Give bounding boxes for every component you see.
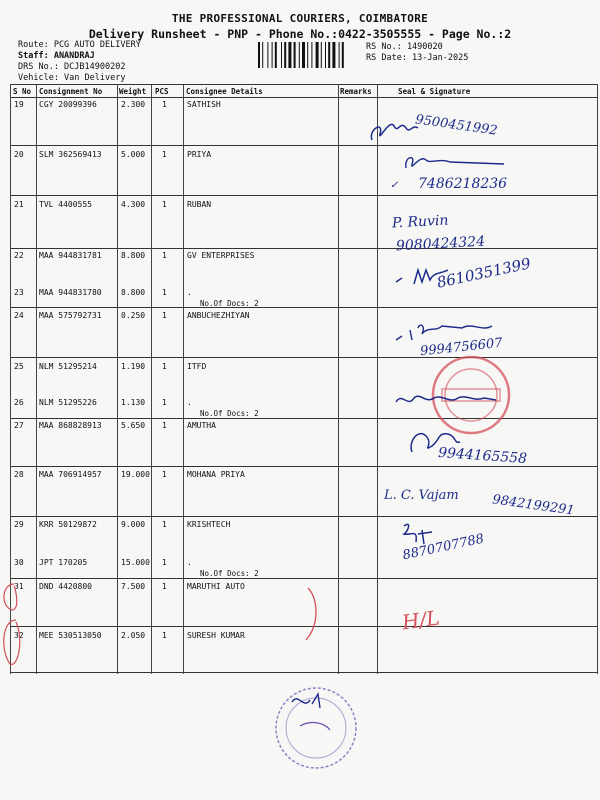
- handwritten-phone: 8870707788: [401, 531, 486, 564]
- column-border: [377, 84, 378, 674]
- red-bracket-mark-icon: [300, 584, 324, 644]
- header-sno: S No: [13, 87, 32, 96]
- row-sno: 24: [14, 311, 24, 320]
- row-consignee: ANBUCHEZHIYAN: [187, 311, 250, 320]
- row-sno: 32: [14, 631, 24, 640]
- row-divider: [10, 466, 598, 467]
- handwritten-phone: 7486218236: [418, 176, 508, 192]
- header-consignment: Consignment No: [39, 87, 103, 96]
- row-consignment: MAA 868828913: [39, 421, 102, 430]
- row-weight: 2.050: [121, 631, 146, 640]
- row-consignment: MAA 575792731: [39, 311, 102, 320]
- row-sno: 26: [14, 398, 24, 407]
- row-pcs: 1: [162, 470, 167, 479]
- row-sno: 28: [14, 470, 24, 479]
- row-consignee: KRISHTECH: [187, 520, 231, 529]
- row-consignment: KRR 50129872: [39, 520, 97, 529]
- row-pcs: 1: [162, 558, 167, 567]
- staff-info: Staff: ANANDRAJ: [18, 51, 95, 61]
- handwritten-phone: 9994756607: [419, 335, 504, 360]
- row-sno: 20: [14, 150, 24, 159]
- handwritten-phone: 9944165558: [437, 444, 528, 468]
- column-border: [597, 84, 598, 674]
- row-weight: 5.650: [121, 421, 146, 430]
- row-pcs: 1: [162, 288, 167, 297]
- row-consignee: .: [187, 398, 192, 407]
- row-consignment: JPT 170205: [39, 558, 88, 567]
- row-weight: 4.300: [121, 200, 146, 209]
- row-divider: [10, 145, 598, 146]
- row-sno: 31: [14, 582, 24, 591]
- company-round-stamp-icon: [270, 682, 362, 774]
- table-header-border: [10, 97, 598, 98]
- row-docs-note: No.Of Docs: 2: [200, 409, 259, 418]
- header-seal-signature: Seal & Signature: [398, 87, 471, 96]
- red-pen-mark-icon: [0, 580, 30, 670]
- row-sno: 29: [14, 520, 24, 529]
- handwritten-name: L. C. Vajam: [384, 488, 459, 503]
- row-consignee: RUBAN: [187, 200, 212, 209]
- row-divider: [10, 195, 598, 196]
- row-weight: 9.000: [121, 520, 146, 529]
- row-pcs: 1: [162, 421, 167, 430]
- row-sno: 21: [14, 200, 24, 209]
- handwritten-name: P. Ruvin: [391, 212, 449, 232]
- row-consignment: NLM 51295226: [39, 398, 97, 407]
- column-border: [117, 84, 118, 674]
- row-consignee: .: [187, 558, 192, 567]
- row-pcs: 1: [162, 398, 167, 407]
- row-consignee: ITFD: [187, 362, 207, 371]
- row-weight: 8.800: [121, 288, 146, 297]
- header-weight: Weight: [119, 87, 147, 96]
- handwritten-phone: 8610351399: [435, 254, 533, 292]
- runsheet-subtitle: Delivery Runsheet - PNP - Phone No.:0422-3505555 - Page No.:2: [88, 27, 512, 41]
- row-divider: [10, 248, 598, 249]
- row-pcs: 1: [162, 520, 167, 529]
- row-weight: 7.500: [121, 582, 146, 591]
- row-consignee: MARUTHI AUTO: [187, 582, 245, 591]
- handwritten-phone: 9500451992: [414, 112, 499, 139]
- row-sno: 19: [14, 100, 24, 109]
- row-pcs: 1: [162, 582, 167, 591]
- row-pcs: 1: [162, 362, 167, 371]
- row-consignee: MOHANA PRIYA: [187, 470, 245, 479]
- column-border: [183, 84, 184, 674]
- row-consignment: SLM 362569413: [39, 150, 102, 159]
- row-consignment: NLM 51295214: [39, 362, 97, 371]
- rs-number: RS No.: 1490020: [366, 42, 443, 52]
- barcode-image: [258, 42, 358, 68]
- row-weight: 2.300: [121, 100, 146, 109]
- rs-date: RS Date: 13-Jan-2025: [366, 53, 469, 63]
- handwritten-phone: 9842199291: [491, 492, 576, 519]
- row-sno: 25: [14, 362, 24, 371]
- row-pcs: 1: [162, 150, 167, 159]
- row-docs-note: No.Of Docs: 2: [200, 569, 259, 578]
- column-border: [338, 84, 339, 674]
- table-bottom-border: [10, 672, 598, 673]
- row-weight: 5.000: [121, 150, 146, 159]
- row-consignment: TVL 4400555: [39, 200, 92, 209]
- tick-mark: ✓: [390, 180, 399, 191]
- row-sno: 30: [14, 558, 24, 567]
- row-weight: 8.800: [121, 251, 146, 260]
- row-pcs: 1: [162, 200, 167, 209]
- row-consignment: CGY 20099396: [39, 100, 97, 109]
- row-sno: 23: [14, 288, 24, 297]
- header-consignee: Consignee Details: [186, 87, 263, 96]
- row-docs-note: No.Of Docs: 2: [200, 299, 259, 308]
- drs-number: DRS No.: DCJB14900202: [18, 62, 126, 72]
- row-weight: 19.000: [121, 470, 150, 479]
- vehicle-info: Vehicle: Van Delivery: [18, 73, 126, 83]
- row-consignee: GV ENTERPRISES: [187, 251, 255, 260]
- row-sno: 27: [14, 421, 24, 430]
- row-divider: [10, 516, 598, 517]
- row-consignee: AMUTHA: [187, 421, 216, 430]
- header-pcs: PCS: [155, 87, 169, 96]
- row-consignment: MAA 706914957: [39, 470, 102, 479]
- row-pcs: 1: [162, 631, 167, 640]
- signature-itfd: [392, 388, 502, 410]
- row-consignment: MAA 944831780: [39, 288, 102, 297]
- handwritten-phone: 9080424324: [395, 233, 486, 255]
- row-weight: 1.190: [121, 362, 146, 371]
- table-top-border: [10, 84, 598, 85]
- row-consignment: MAA 944831781: [39, 251, 102, 260]
- row-pcs: 1: [162, 251, 167, 260]
- row-consignment: MEE 530513050: [39, 631, 102, 640]
- signature-priya: [400, 150, 510, 174]
- row-divider: [10, 307, 598, 308]
- row-divider: [10, 578, 598, 579]
- row-consignee: PRIYA: [187, 150, 212, 159]
- row-weight: 0.250: [121, 311, 146, 320]
- handwritten-hl-mark: H/L: [400, 605, 441, 635]
- row-weight: 1.130: [121, 398, 146, 407]
- row-consignee: SATHISH: [187, 100, 221, 109]
- route-info: Route: PCG AUTO DELIVERY: [18, 40, 141, 50]
- row-pcs: 1: [162, 311, 167, 320]
- row-consignment: DND 4420800: [39, 582, 92, 591]
- company-title: THE PROFESSIONAL COURIERS, COIMBATORE: [171, 12, 429, 25]
- row-sno: 22: [14, 251, 24, 260]
- column-border: [151, 84, 152, 674]
- row-weight: 15.000: [121, 558, 150, 567]
- row-consignee: SURESH KUMAR: [187, 631, 245, 640]
- column-border: [36, 84, 37, 674]
- row-consignee: .: [187, 288, 192, 297]
- row-pcs: 1: [162, 100, 167, 109]
- header-remarks: Remarks: [340, 87, 372, 96]
